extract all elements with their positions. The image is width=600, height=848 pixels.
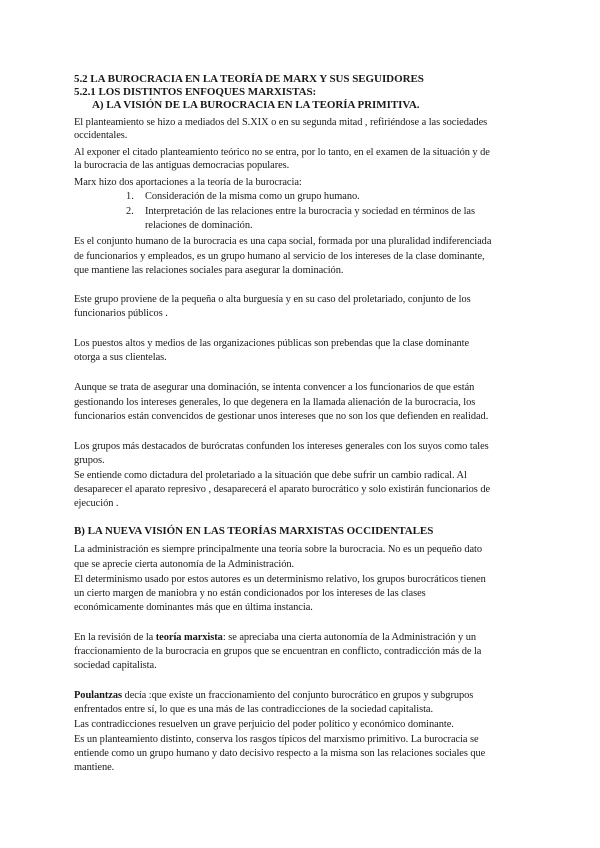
bold-term: teoría marxista [155, 632, 223, 643]
heading-a: A) LA VISIÓN DE LA BUROCRACIA EN LA TEORÍA PRIMITIVA. [92, 99, 420, 111]
heading-section: 5.2 LA BUROCRACIA EN LA TEORÍA DE MARX Y SUS SEGUIDORES [74, 73, 424, 85]
heading-b: B) LA NUEVA VISIÓN EN LAS TEORÍAS MARXISTAS OCCIDENTALES [74, 525, 434, 537]
bold-author: Poulantzas [74, 690, 122, 701]
document-page: 5.2 LA BUROCRACIA EN LA TEORÍA DE MARX Y SUS SEGUIDORES 5.2.1 LOS DISTINTOS ENFOQUES MARXISTAS: A) LA VISIÓN DE LA BUROCRACIA EN LA TEORÍA PRIMITIVA. El planteamiento se hizo a mediados del S.XIX o en su segunda mitad , refiriéndose a las sociedades occidentales. Al exponer el citado planteamiento teórico no se entra, por lo tanto, en el examen de la situación y de la burocracia de las antiguas democracias populares. Marx hizo dos aportaciones a la teoría de la burocracia: 1. Consideración de la misma como un grupo humano. 2. Interpretación de las relaciones entre la burocracia y sociedad en términos de las relaciones de dominación. Es el conjunto humano de la burocracia es una capa social, formada por una pluralidad indiferenciada de funcionarios y empleados, es un grupo humano al servicio de los intereses de la clase dominante, que mantiene las relaciones sociales para asegurar la dominación. Este grupo proviene de la pequeña o alta burguesía y en su caso del proletariado, conjunto de los funcionarios públicos . Los puestos altos y medios de las organizaciones públicas son prebendas que la clase dominante otorga a sus clientelas. Aunque se trata de asegurar una dominación, se intenta convencer a los funcionarios de que están gestionando los intereses generales, lo que degenera en la llamada alienación de la burocracia, los funcionarios están convencidos de gestionar unos intereses que no son los que defienden en realidad. Los grupos más destacados de burócratas confunden los intereses generales con los suyos como tales grupos. Se entiende como dictadura del proletariado a la situación que debe sufrir un cambio radical. Al desaparecer el aparato represivo , desaparecerá el aparato burocrático y solo existirán funcionarios de ejecución . B) LA NUEVA VISIÓN EN LAS TEORÍAS MARXISTAS OCCIDENTALES La administración es siempre principalmente una teoría sobre la burocracia. No es un pequeño dato que se aprecie cierta autonomía de la Administración. El determinismo usado por estos autores es un determinismo relativo, los grupos burocráticos tienen un cierto margen de maniobra y no están condicionados por los intereses de las clases económicamente dominantes más que en última instancia. En la revisión de la teoría marxista: se apreciaba una cierta autonomía de la Administración y un fraccionamiento de la burocracia en grupos que se encuentran en conflicto, contradicción más de la sociedad capitalista. Poulantzas decía :que existe un fraccionamiento del conjunto burocrático en grupos y subgrupos enfrentados entre sí, lo que es una más de las contradicciones de la sociedad capitalista. Las contradicciones resuelven un grave perjuicio del poder político y económico dominante. Es un planteamiento distinto, conserva los rasgos típicos del marxismo primitivo. La burocracia se entiende como un grupo humano y dato decisivo respecto a la misma son las relaciones sociales que mantiene. [74, 73, 492, 773]
paragraph-3: Marx hizo dos aportaciones a la teoría de la burocracia: [74, 177, 302, 188]
heading-subsection: 5.2.1 LOS DISTINTOS ENFOQUES MARXISTAS: [74, 86, 317, 98]
